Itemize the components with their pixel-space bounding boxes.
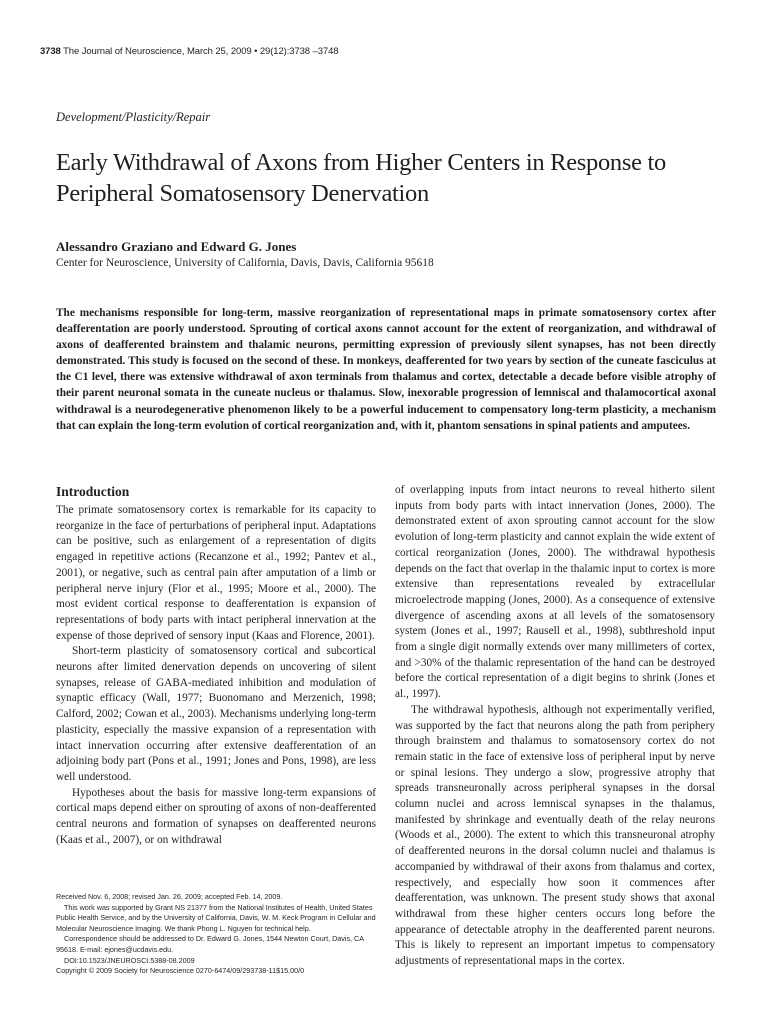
received-dates: Received Nov. 6, 2008; revised Jan. 26, 2009; accepted Feb. 14, 2009. bbox=[56, 892, 283, 901]
article-title: Early Withdrawal of Axons from Higher Centers in Response to Peripheral Somatosensory Denervation bbox=[56, 149, 666, 207]
funding-note: This work was supported by Grant NS 21377 from the National Institutes of Health, United States Public Health Service, and by the University of California, Davis, W. M. Keck Program in Cellular and Molecular Neuroscience Imaging. We thank Phong L. Nguyen for technical help. bbox=[56, 902, 376, 933]
abstract: The mechanisms responsible for long-term, massive reorganization of representational maps in primate somatosensory cortex after deafferentation are poorly understood. Sprouting of cortical axons cannot account for the extent of reorganization, and withdrawal of axons of deafferented brainstem and thalamic neurons, permitting expression of previously silent synapses, has not been directly demonstrated. This study is focused on the second of these. In monkeys, deafferented for two years by section of the cuneate fasciculus at the C1 level, there was extensive withdrawal of axon terminals from thalamus and cortex, detectable a decade before visible atrophy of their parent neuronal somata in the cuneate nucleus or thalamus. Slow, inexorable progression of lemniscal and thalamocortical axonal withdrawal is a neurodegenerative phenomenon likely to be a powerful inducement to compensatory long-term plasticity, a mechanism that can explain the long-term evolution of cortical reorganization and, with it, phantom sensations in spinal patients and amputees. bbox=[56, 307, 716, 432]
intro-paragraph-1: The primate somatosensory cortex is remarkable for its capacity to reorganize in the face of perturbations of peripheral input. Adaptations can be positive, such as enlargement of a representation of digits engaged in repetitive actions (Recanzone et al., 1992; Pantev et al., 2001), or negative, such as central pain after amputation of a limb or peripheral nerve injury (Flor et al., 1995; Moore et al., 2000). The most evident cortical response to deafferentation is expansion of representations of body parts with intact peripheral innervation at the expense of those deprived of sensory input (Kaas and Florence, 2001). bbox=[56, 504, 376, 642]
correspondence-note: Correspondence should be addressed to Dr. Edward G. Jones, 1544 Newton Court, Davis, CA 95618. E-mail: ejones@ucdavis.edu. bbox=[56, 934, 364, 954]
left-column bbox=[56, 483, 376, 848]
intro-paragraph-2: Short-term plasticity of somatosensory cortical and subcortical neurons after limited denervation depends on uncovering of silent synapses, release of GABA-mediated inhibition and modulation of synaptic efficacy (Wall, 1977; Buonomano and Merzenich, 1998; Calford, 2002; Cowan et al., 2003). Mechanisms underlying long-term plasticity, especially the massive expansion of a representation with intact innervation occurring after extensive deafferentation of an adjoining body part (Pons et al., 1991; Jones and Pons, 1998), are less well understood. bbox=[56, 645, 376, 783]
intro-paragraph-3: Hypotheses about the basis for massive long-term expansions of cortical maps depend either on sprouting of axons of non-deafferented central neurons and formation of synapses on deafferented neurons (Kaas et al., 2007), or on withdrawal bbox=[56, 786, 376, 846]
copyright: Copyright © 2009 Society for Neuroscience 0270-6474/09/293738-11$15.00/0 bbox=[56, 966, 305, 976]
running-header bbox=[40, 46, 338, 57]
introduction-heading: Introduction bbox=[56, 484, 130, 499]
journal-citation: The Journal of Neuroscience, March 25, 2009 • 29(12):3738 –3748 bbox=[63, 46, 339, 57]
right-paragraph-1: of overlapping inputs from intact neurons to reveal hitherto silent inputs from body parts with intact innervation (Jones, 2000). The demonstrated extent of axon sprouting cannot account for the slow evolution of long-term plasticity and cannot explain the wide extent of cortical reorganization (Jones, 2000). The withdrawal hypothesis depends on the fact that overlap in the thalamic input to cortex is more extensive than representations revealed by extracellular microelectrode mapping (Jones, 2000). As a consequence of extensive divergence of ascending axons at all levels of the somatosensory system (Jones et al., 1997; Rausell et al., 1998), subthreshold input from a single digit normally extends over many millimeters of cortex, and >30% of the thalamic representation of the hand can be destroyed before the cortical representation of a digit begins to shrink (Jones et al., 1997). bbox=[395, 484, 715, 701]
doi: DOI:10.1523/JNEUROSCI.5388-08.2009 bbox=[64, 955, 195, 965]
authors: Alessandro Graziano and Edward G. Jones bbox=[56, 239, 297, 254]
right-paragraph-2: The withdrawal hypothesis, although not experimentally verified, was supported by the fact that neurons along the path from periphery through brainstem and thalamus to somatosensory cortex do not remain static in the face of extensive loss of peripheral input by nerve or spinal lesions. They undergo a slow, progressive atrophy that spreads transneuronally across peripheral synapses in the dorsal column nuclei and across lemniscal synapses in the thalamus, manifested by shrinkage and eventually death of the relay neurons (Woods et al., 2000). The extent to which this transneuronal atrophy of deafferented neurons in the dorsal column nuclei and thalamus is accompanied by withdrawal of their axons from thalamus and cortex, respectively, and especially how soon it commences after deafferentation, was unknown. The present study shows that axonal withdrawal from these higher centers occurs long before the appearance of detectable atrophy in the deafferented parent neurons. This is likely to represent an important impetus to compensatory adjustments of representational maps in the cortex. bbox=[395, 703, 715, 968]
right-column bbox=[395, 483, 715, 970]
affiliation: Center for Neuroscience, University of California, Davis, Davis, California 95618 bbox=[56, 257, 434, 269]
footnotes bbox=[56, 892, 386, 977]
section-tag: Development/Plasticity/Repair bbox=[56, 110, 211, 124]
page-number: 3738 bbox=[40, 46, 61, 57]
